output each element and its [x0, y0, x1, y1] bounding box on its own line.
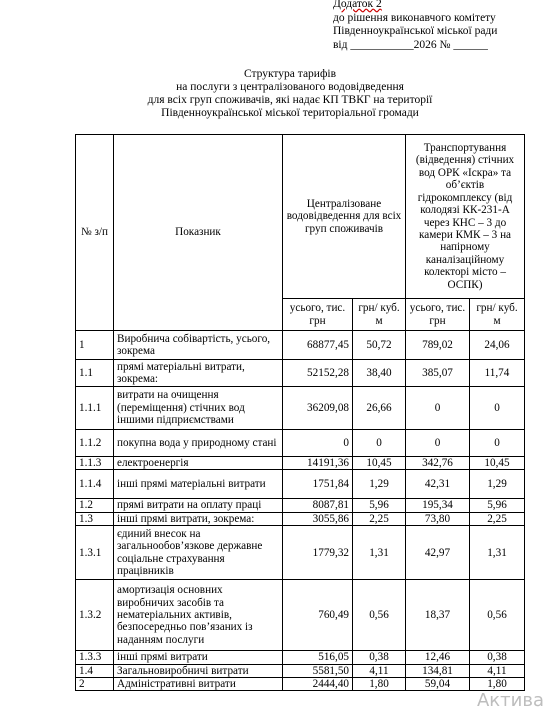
appendix-line: до рішення виконавчого комітету [333, 11, 496, 24]
transport-total: 18,37 [406, 580, 470, 651]
cost-per-m3: 2,25 [353, 512, 406, 525]
table-row [76, 331, 525, 360]
header-total: усього, тис. грн [406, 299, 470, 331]
table-row [76, 457, 525, 470]
title-line: на послуги з централізованого водовідведення [176, 81, 404, 93]
header-central-drainage: Централізоване водовідведення для всіх груп споживачів [283, 135, 406, 299]
transport-total: 385,07 [406, 360, 470, 387]
total-cost: 52152,28 [283, 360, 353, 387]
transport-total: 59,04 [406, 678, 470, 691]
transport-per-m3: 1,29 [470, 470, 525, 499]
table-body [76, 331, 525, 691]
transport-per-m3: 5,96 [470, 499, 525, 512]
transport-total: 0 [406, 387, 470, 430]
row-number: 1.2 [76, 499, 114, 512]
row-indicator: покупна вода у природному стані [114, 430, 283, 457]
transport-total: 789,02 [406, 331, 470, 360]
total-cost: 1751,84 [283, 470, 353, 499]
row-indicator: Загальновиробничі витрати [114, 664, 283, 677]
transport-per-m3: 0,38 [470, 651, 525, 664]
transport-total: 12,46 [406, 651, 470, 664]
row-indicator: електроенергія [114, 457, 283, 470]
row-number: 1.3.3 [76, 651, 114, 664]
header-per-m3: грн/ куб. м [353, 299, 406, 331]
total-cost: 5581,50 [283, 664, 353, 677]
transport-per-m3: 0 [470, 430, 525, 457]
table-row [76, 470, 525, 499]
title-line: Структура тарифів [243, 68, 337, 80]
total-cost: 14191,36 [283, 457, 353, 470]
row-indicator: інші прямі витрати, зокрема: [114, 512, 283, 525]
appendix-line: від ___________2026 № ______ [333, 38, 488, 51]
row-indicator: амортизація основних виробничих засобів та нематеріальних активів, безпосередньо пов’язаних із наданням послуги [114, 580, 283, 651]
total-cost: 36209,08 [283, 387, 353, 430]
transport-total: 42,31 [406, 470, 470, 499]
row-indicator: Адміністративні витрати [114, 678, 283, 691]
table-row [76, 526, 525, 580]
tariff-structure-table [75, 134, 525, 691]
row-number: 1.1 [76, 360, 114, 387]
total-cost: 1779,32 [283, 526, 353, 580]
header-transport: Транспортування (відведення) стічних вод ОРК «Іскра» та об’єктів гідрокомплексу (від колодязі КК-231-А через КНС – 3 до камери КМК – 3 на напірному каналізаційному колекторі місто – ОСПК) [406, 135, 525, 299]
transport-total: 195,34 [406, 499, 470, 512]
total-cost: 0 [283, 430, 353, 457]
row-number: 2 [76, 678, 114, 691]
transport-total: 73,80 [406, 512, 470, 525]
activation-watermark: Актива [476, 690, 544, 711]
row-indicator: Виробнича собівартість, усього, зокрема [114, 331, 283, 360]
cost-per-m3: 0 [353, 430, 406, 457]
cost-per-m3: 10,45 [353, 457, 406, 470]
row-number: 1.3.2 [76, 580, 114, 651]
appendix-line: Додаток 2 [333, 0, 382, 10]
table-row [76, 664, 525, 677]
cost-per-m3: 4,11 [353, 664, 406, 677]
row-indicator: інші прямі матеріальні витрати [114, 470, 283, 499]
document-title [120, 68, 460, 120]
cost-per-m3: 0,56 [353, 580, 406, 651]
table-row [76, 430, 525, 457]
cost-per-m3: 5,96 [353, 499, 406, 512]
row-indicator: витрати на очищення (переміщення) стічних вод іншими підприємствами [114, 387, 283, 430]
table-row [76, 387, 525, 430]
cost-per-m3: 1,80 [353, 678, 406, 691]
cost-per-m3: 0,38 [353, 651, 406, 664]
table-row [76, 512, 525, 525]
appendix-line: Південноукраїнської міської ради [333, 25, 498, 37]
table-row [76, 651, 525, 664]
total-cost: 68877,45 [283, 331, 353, 360]
table-row [76, 580, 525, 651]
transport-per-m3: 24,06 [470, 331, 525, 360]
header-indicator: Показник [114, 135, 283, 331]
table-row [76, 360, 525, 387]
row-number: 1.1.1 [76, 387, 114, 430]
header-total: усього, тис. грн [283, 299, 353, 331]
table-row [76, 678, 525, 691]
total-cost: 3055,86 [283, 512, 353, 525]
transport-per-m3: 10,45 [470, 457, 525, 470]
row-indicator: прямі матеріальні витрати, зокрема: [114, 360, 283, 387]
transport-total: 0 [406, 430, 470, 457]
cost-per-m3: 1,29 [353, 470, 406, 499]
total-cost: 516,05 [283, 651, 353, 664]
title-line: для всіх груп споживачів, які надає КП ТВКГ на території [147, 94, 433, 106]
title-line: Південноукраїнської міської територіальної громади [161, 107, 419, 119]
cost-per-m3: 50,72 [353, 331, 406, 360]
row-number: 1.3.1 [76, 526, 114, 580]
row-indicator: інші прямі витрати [114, 651, 283, 664]
row-number: 1.1.2 [76, 430, 114, 457]
transport-per-m3: 1,80 [470, 678, 525, 691]
row-indicator: прямі витрати на оплату праці [114, 499, 283, 512]
table-row [76, 499, 525, 512]
total-cost: 2444,40 [283, 678, 353, 691]
header-number: № з/п [76, 135, 114, 331]
transport-total: 342,76 [406, 457, 470, 470]
row-number: 1 [76, 331, 114, 360]
cost-per-m3: 1,31 [353, 526, 406, 580]
transport-per-m3: 1,31 [470, 526, 525, 580]
total-cost: 760,49 [283, 580, 353, 651]
row-indicator: єдиний внесок на загальнообов’язкове державне соціальне страхування працівників [114, 526, 283, 580]
row-number: 1.3 [76, 512, 114, 525]
cost-per-m3: 38,40 [353, 360, 406, 387]
transport-per-m3: 0,56 [470, 580, 525, 651]
transport-per-m3: 11,74 [470, 360, 525, 387]
transport-total: 134,81 [406, 664, 470, 677]
transport-per-m3: 4,11 [470, 664, 525, 677]
transport-total: 42,97 [406, 526, 470, 580]
transport-per-m3: 0 [470, 387, 525, 430]
row-number: 1.4 [76, 664, 114, 677]
total-cost: 8087,81 [283, 499, 353, 512]
appendix-block [333, 0, 497, 52]
row-number: 1.1.4 [76, 470, 114, 499]
header-per-m3: грн/ куб. м [470, 299, 525, 331]
cost-per-m3: 26,66 [353, 387, 406, 430]
transport-per-m3: 2,25 [470, 512, 525, 525]
row-number: 1.1.3 [76, 457, 114, 470]
